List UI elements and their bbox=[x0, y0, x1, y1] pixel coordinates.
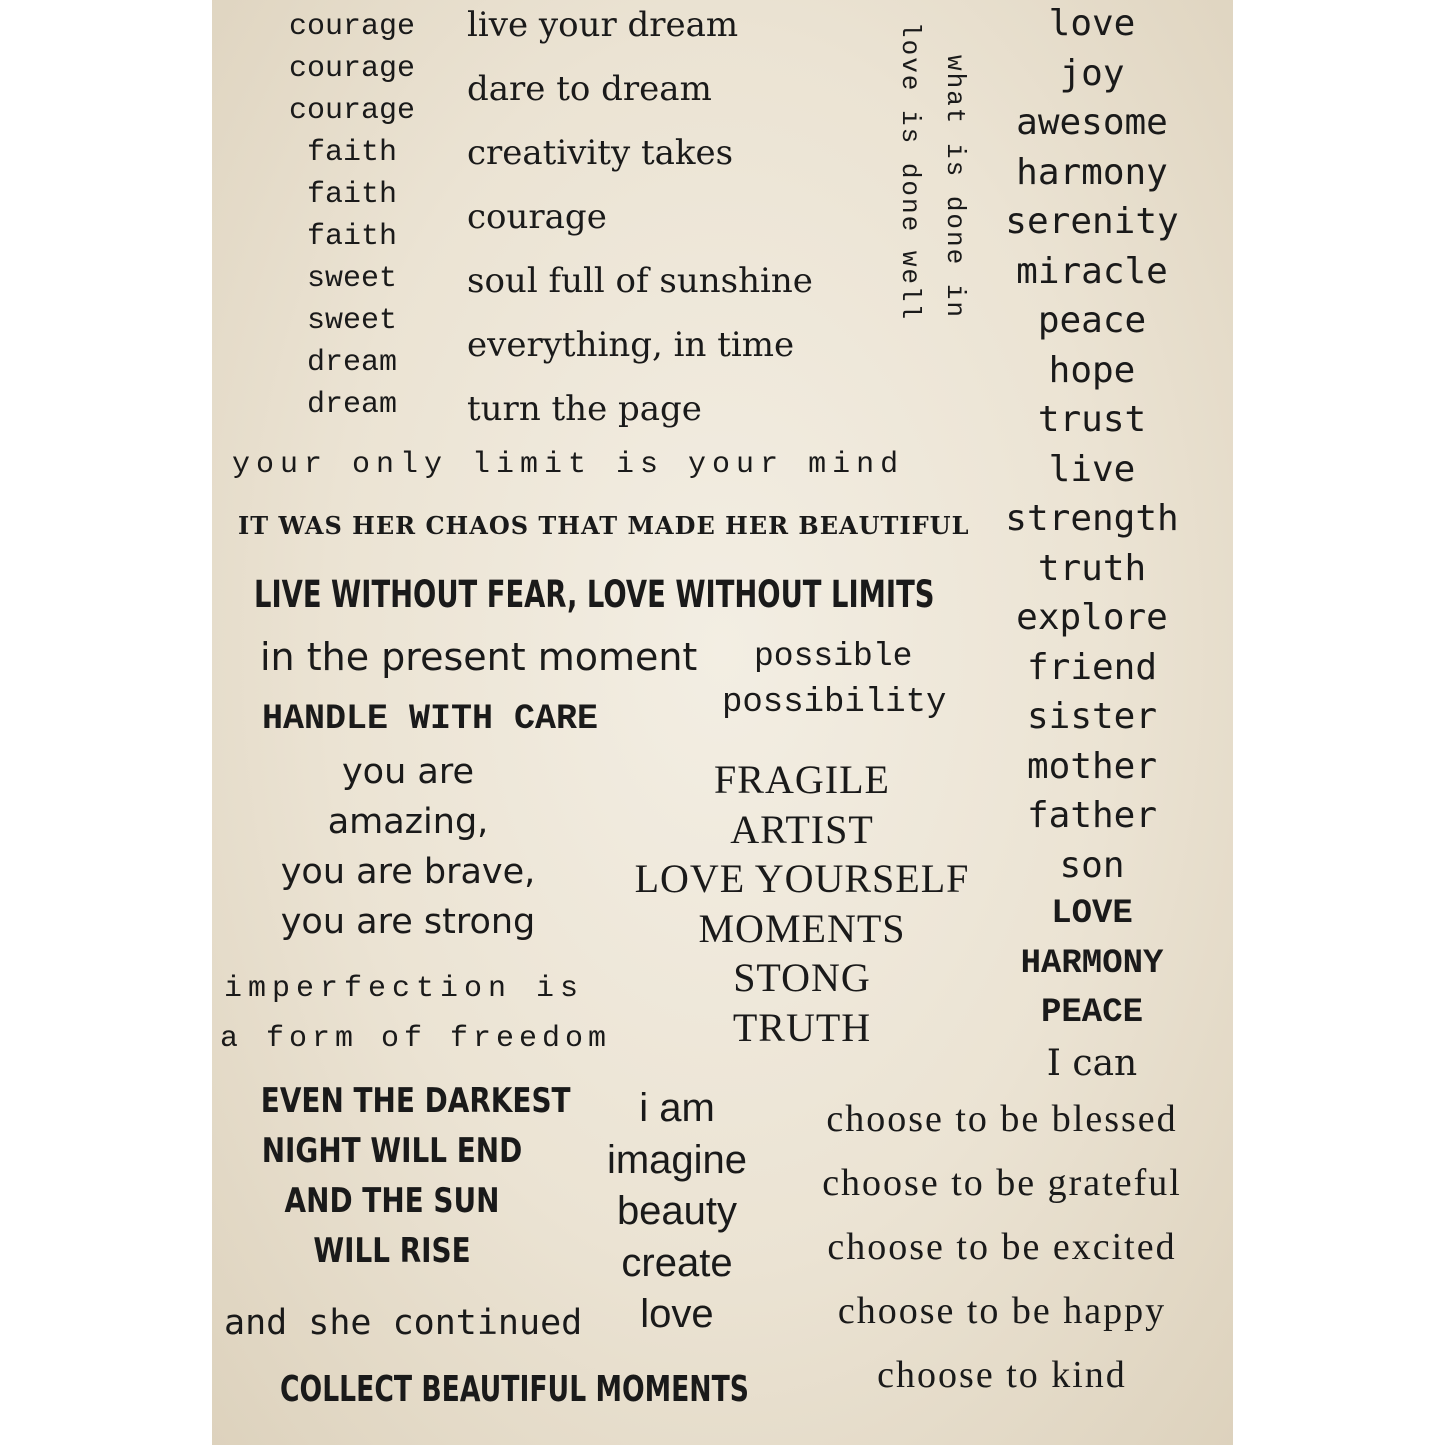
word: imagine bbox=[606, 1137, 748, 1182]
quote-chaos: IT WAS HER CHAOS THAT MADE HER BEAUTIFUL bbox=[238, 511, 970, 540]
word-possible: possible bbox=[754, 638, 913, 675]
phrase: creativity takes bbox=[467, 133, 734, 173]
word: FRAGILE bbox=[714, 757, 890, 802]
word: faith bbox=[306, 220, 397, 254]
word: son bbox=[1059, 844, 1125, 886]
phrase: courage bbox=[467, 197, 607, 237]
quote-present: in the present moment bbox=[260, 635, 698, 679]
line: choose to kind bbox=[877, 1354, 1127, 1396]
line: you are brave, bbox=[280, 852, 536, 892]
line: choose to be happy bbox=[837, 1290, 1167, 1332]
word: sister bbox=[1026, 696, 1158, 737]
word: friend bbox=[1026, 646, 1158, 688]
word: hope bbox=[1048, 349, 1136, 391]
word: faith bbox=[306, 136, 397, 170]
phrase: everything, in time bbox=[467, 325, 795, 365]
phrase: live your dream bbox=[467, 5, 739, 45]
word: sweet bbox=[306, 304, 397, 338]
line: you are bbox=[341, 752, 475, 792]
word: dream bbox=[306, 346, 397, 380]
word: TRUTH bbox=[732, 1004, 872, 1050]
quote-collect: COLLECT BEAUTIFUL MOMENTS bbox=[280, 1369, 749, 1410]
word: MOMENTS bbox=[698, 905, 906, 951]
phrase: soul full of sunshine bbox=[467, 261, 813, 301]
word-sheet bbox=[212, 0, 1233, 1445]
word: miracle bbox=[1016, 250, 1168, 292]
word: PEACE bbox=[1040, 994, 1144, 1032]
line: you are strong bbox=[280, 902, 536, 942]
word: live bbox=[1048, 448, 1136, 490]
choose-lines bbox=[787, 1100, 1217, 1420]
quote-imperfection-1: imperfection is bbox=[224, 972, 585, 1006]
vertical-text-what: what is done in bbox=[940, 55, 970, 320]
word: strength bbox=[1005, 498, 1179, 539]
quote-handle: HANDLE WITH CARE bbox=[262, 699, 599, 739]
phrases-column bbox=[467, 5, 813, 456]
word: truth bbox=[1037, 547, 1147, 589]
word: sweet bbox=[306, 262, 397, 296]
right-words-column bbox=[992, 3, 1192, 1095]
word: beauty bbox=[616, 1189, 738, 1233]
line: NIGHT WILL END bbox=[261, 1131, 523, 1171]
line: AND THE SUN bbox=[284, 1181, 500, 1221]
word: mother bbox=[1026, 745, 1158, 787]
word: dream bbox=[306, 388, 397, 422]
word: create bbox=[621, 1240, 733, 1285]
quote-limit: your only limit is your mind bbox=[232, 448, 905, 482]
quote-continued: and she continued bbox=[224, 1303, 583, 1343]
word: harmony bbox=[1016, 151, 1168, 193]
you-are-amazing bbox=[252, 752, 564, 955]
darkest-night-quote bbox=[232, 1081, 571, 1284]
word: courage bbox=[288, 52, 416, 86]
line: WILL RISE bbox=[313, 1231, 471, 1271]
word: HARMONY bbox=[1020, 944, 1164, 983]
line: EVEN THE DARKEST bbox=[260, 1081, 571, 1121]
caps-words-column bbox=[592, 757, 1012, 1057]
phrase: turn the page bbox=[467, 389, 702, 429]
word: courage bbox=[288, 94, 416, 128]
iam-words bbox=[577, 1088, 777, 1346]
word: awesome bbox=[1016, 102, 1168, 143]
word: love bbox=[640, 1292, 714, 1336]
word-possibility: possibility bbox=[722, 684, 947, 722]
line: choose to be blessed bbox=[826, 1098, 1178, 1140]
line: choose to be excited bbox=[827, 1226, 1177, 1268]
word: love bbox=[1048, 3, 1136, 44]
word: trust bbox=[1037, 399, 1147, 440]
line: amazing, bbox=[327, 802, 489, 842]
word: father bbox=[1026, 795, 1158, 836]
word: faith bbox=[306, 178, 397, 212]
short-words-column bbox=[272, 12, 432, 432]
word: ARTIST bbox=[730, 806, 874, 852]
word: i am bbox=[639, 1086, 715, 1130]
word: LOVE YOURSELF bbox=[634, 856, 970, 901]
word: joy bbox=[1059, 52, 1125, 94]
quote-imperfection-2: a form of freedom bbox=[220, 1022, 612, 1056]
word: I can bbox=[1046, 1042, 1138, 1084]
word: STONG bbox=[733, 955, 871, 1000]
word: LOVE bbox=[1051, 895, 1133, 933]
word: serenity bbox=[1005, 201, 1179, 242]
quote-fear: LIVE WITHOUT FEAR, LOVE WITHOUT LIMITS bbox=[254, 573, 935, 616]
word: explore bbox=[1016, 597, 1168, 638]
word: peace bbox=[1037, 300, 1147, 341]
vertical-text-love: love is done well bbox=[895, 22, 925, 322]
word: courage bbox=[288, 10, 416, 44]
line: choose to be grateful bbox=[822, 1162, 1182, 1204]
phrase: dare to dream bbox=[467, 69, 712, 109]
